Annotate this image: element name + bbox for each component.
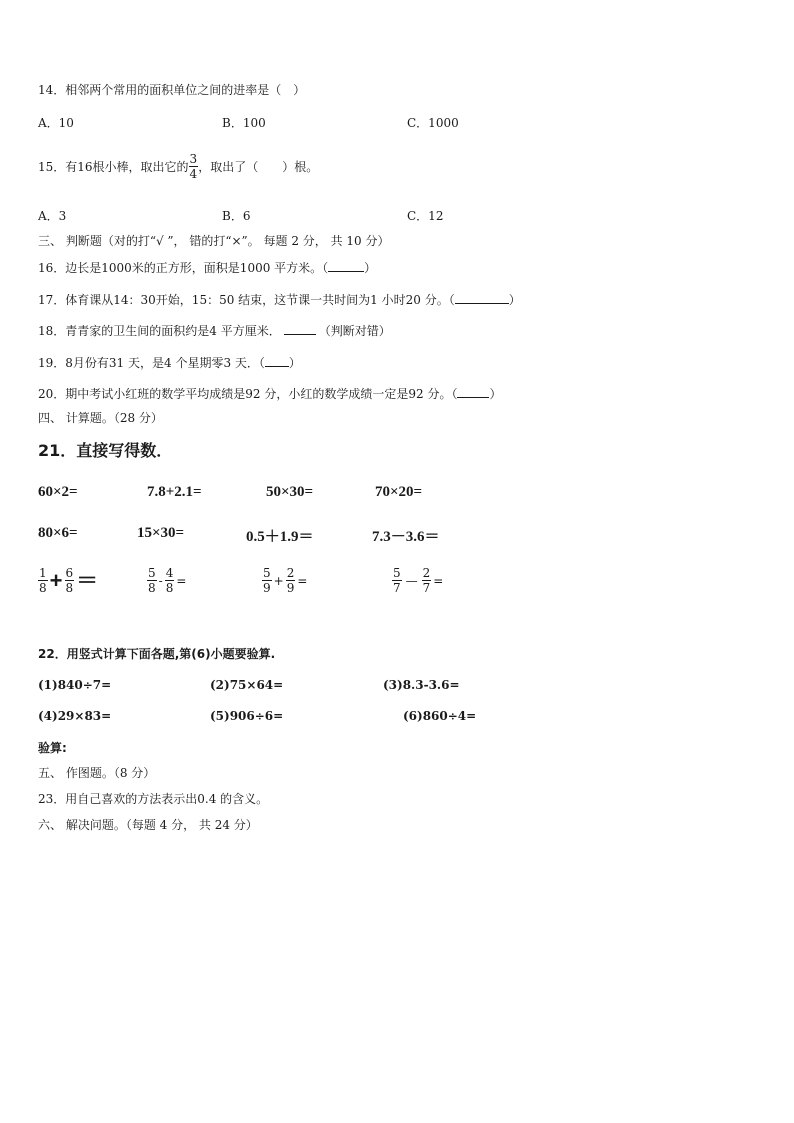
q22-item-3: (3)8.3-3.6= [383,678,460,692]
q19-text-end: ） [288,356,301,370]
q21-r2-item-1: 80×6= [38,525,78,541]
f3-b-den: 9 [286,581,295,595]
q21-r2-item-4: 7.3－3.6＝ [372,529,440,545]
q21-r1-item-2: 7.8+2.1= [147,484,202,500]
q15-option-c: C．12 [407,209,444,223]
q21-fraction-1 [38,566,100,595]
q21-r2-item-3: 0.5＋1.9＝ [246,529,314,545]
q16-text: 16．边长是1000米的正方形，面积是1000 平方米。（ [38,261,329,275]
q21-r1-item-1: 60×2= [38,484,78,500]
q17-text-end: ） [508,293,521,307]
section-4-heading: 四、 计算题。（28 分） [38,411,163,425]
q15-option-b: B．6 [222,209,251,223]
f4-operator: — [405,573,418,588]
f1-equals: ＝ [76,567,99,593]
q16-answer-blank[interactable] [328,259,364,272]
question-21-title: 21．直接写得数． [38,441,173,460]
q14-option-c: C．1000 [407,116,459,130]
q22-check-label: 验算: [38,741,67,755]
q18-answer-blank[interactable] [284,322,316,335]
f1-a-den: 8 [39,581,47,595]
q15-text-before: 15．有16根小棒，取出它的 [38,159,189,174]
f4-b-den: 7 [422,581,431,595]
q14-option-b: B．100 [222,116,266,130]
question-22-title: 22．用竖式计算下面各题,第(6)小题要验算. [38,647,276,661]
f1-b-num: 6 [65,566,74,580]
question-14: 14．相邻两个常用的面积单位之间的进率是（ ） [38,83,306,97]
f2-a-den: 8 [148,581,156,595]
f4-a-num: 5 [393,566,401,580]
f3-operator: + [273,573,284,588]
q19-answer-blank[interactable] [265,354,289,367]
q15-fraction [189,152,199,181]
f1-b-den: 8 [65,581,74,595]
q21-fraction-4 [392,566,445,595]
f2-b-den: 8 [165,581,174,595]
question-20 [38,385,501,402]
q16-text-end: ） [364,261,377,275]
q20-text-end: ） [489,387,502,401]
q22-item-5: (5)906÷6= [210,709,284,723]
q21-r2-item-2: 15×30= [137,525,185,541]
q17-answer-blank[interactable] [455,291,509,304]
f3-b-num: 2 [286,566,295,580]
q17-text: 17．体育课从14：30开始，15：50 结束，这节课一共时间为1 小时20 分。（ [38,293,455,307]
question-16 [38,259,376,276]
f3-a-num: 5 [263,566,271,580]
q22-item-1: (1)840÷7= [38,678,112,692]
q22-item-4: (4)29×83= [38,709,112,723]
f2-operator: - [158,573,163,588]
f4-a-den: 7 [393,581,401,595]
f1-operator: + [49,567,63,593]
f4-equals: = [433,573,444,588]
q15-text-after: ，取出了（ ）根。 [198,159,319,174]
f4-b-num: 2 [422,566,431,580]
q20-text: 20．期中考试小红班的数学平均成绩是92 分，小红的数学成绩一定是92 分。（ [38,387,458,401]
q21-fraction-3 [262,566,309,595]
q15-frac-den: 4 [189,167,198,181]
question-18 [38,322,391,339]
q20-answer-blank[interactable] [457,385,489,398]
q22-item-2: (2)75×64= [210,678,284,692]
f2-a-num: 5 [148,566,156,580]
question-17 [38,291,521,308]
q18-text: 18．青青家的卫生间的面积约是4 平方厘米． [38,324,281,338]
f1-a-num: 1 [39,566,47,580]
f2-b-num: 4 [165,566,174,580]
question-23: 23．用自己喜欢的方法表示出0.4 的含义。 [38,792,269,806]
q15-frac-num: 3 [189,152,198,166]
q19-text: 19．8月份有31 天，是4 个星期零3 天．（ [38,356,265,370]
f2-equals: = [176,573,187,588]
q21-fraction-2 [147,566,188,595]
q21-r1-item-4: 70×20= [375,484,423,500]
f3-equals: = [297,573,308,588]
section-6-heading: 六、 解决问题。（每题 4 分， 共 24 分） [38,818,258,832]
q21-r1-item-3: 50×30= [266,484,314,500]
f3-a-den: 9 [263,581,271,595]
section-3-heading: 三、 判断题（对的打“√ ”， 错的打“×”。 每题 2 分， 共 10 分） [38,234,390,248]
q15-option-a: A．3 [38,209,67,223]
q18-text-end: （判断对错） [318,324,391,338]
question-19 [38,354,301,371]
q22-item-6: (6)860÷4= [403,709,477,723]
question-15 [38,152,318,181]
section-5-heading: 五、 作图题。（8 分） [38,766,156,780]
q14-option-a: A．10 [38,116,74,130]
